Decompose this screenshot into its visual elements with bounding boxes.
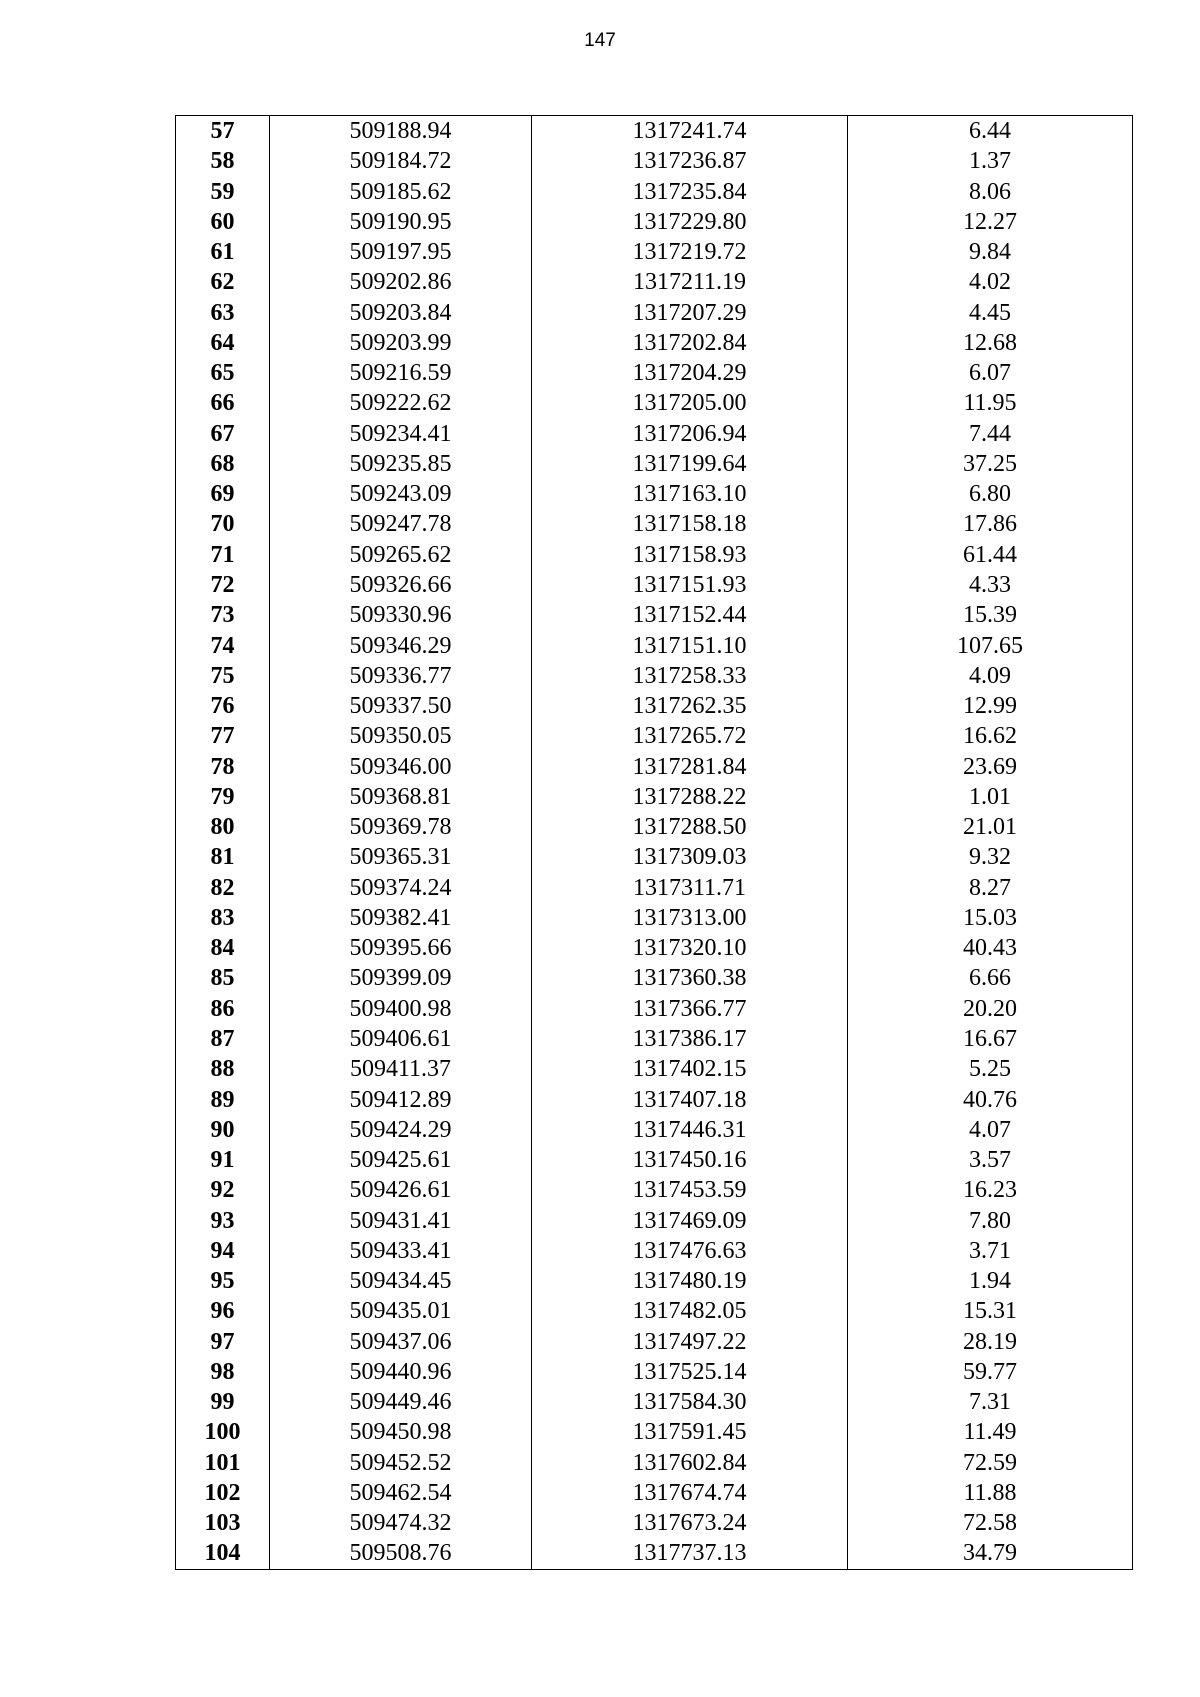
x-coordinate-cell: 509400.98 (270, 994, 532, 1024)
y-coordinate-cell: 1317163.10 (532, 479, 848, 509)
point-number-cell: 68 (210, 450, 235, 477)
y-coordinate-cell: 1317525.14 (532, 1357, 848, 1387)
x-coordinate-cell: 509203.99 (270, 328, 532, 358)
point-number-cell: 58 (210, 148, 235, 175)
x-coordinate-cell: 509412.89 (270, 1085, 532, 1115)
x-coordinate-cell: 509369.78 (270, 812, 532, 842)
table-row (176, 237, 1133, 267)
y-coordinate-cell: 1317205.00 (532, 388, 848, 418)
point-number-cell: 81 (210, 844, 235, 871)
y-coordinate-cell: 1317584.30 (532, 1387, 848, 1417)
distance-cell: 37.25 (848, 449, 1133, 479)
distance-cell: 12.68 (848, 328, 1133, 358)
point-number-cell: 102 (204, 1479, 241, 1506)
point-number-cell: 85 (210, 965, 235, 992)
y-coordinate-cell: 1317241.74 (532, 116, 848, 147)
table-row (176, 298, 1133, 328)
distance-cell: 15.03 (848, 903, 1133, 933)
x-coordinate-cell: 509426.61 (270, 1175, 532, 1205)
table-row (176, 207, 1133, 237)
distance-cell: 17.86 (848, 509, 1133, 539)
x-coordinate-cell: 509368.81 (270, 782, 532, 812)
point-number-cell: 99 (210, 1389, 235, 1416)
y-coordinate-cell: 1317591.45 (532, 1417, 848, 1447)
y-coordinate-cell: 1317229.80 (532, 207, 848, 237)
x-coordinate-cell: 509197.95 (270, 237, 532, 267)
distance-cell: 72.59 (848, 1448, 1133, 1478)
y-coordinate-cell: 1317450.16 (532, 1145, 848, 1175)
x-coordinate-cell: 509350.05 (270, 721, 532, 751)
y-coordinate-cell: 1317262.35 (532, 691, 848, 721)
table-row (176, 1327, 1133, 1357)
y-coordinate-cell: 1317258.33 (532, 661, 848, 691)
y-coordinate-cell: 1317602.84 (532, 1448, 848, 1478)
point-number-cell: 83 (210, 904, 235, 931)
distance-cell: 40.43 (848, 933, 1133, 963)
x-coordinate-cell: 509247.78 (270, 509, 532, 539)
point-number-cell: 74 (210, 632, 235, 659)
table-row (176, 267, 1133, 297)
distance-cell: 15.31 (848, 1296, 1133, 1326)
table-row (176, 1357, 1133, 1387)
point-number-cell: 97 (210, 1328, 235, 1355)
y-coordinate-cell: 1317236.87 (532, 146, 848, 176)
y-coordinate-cell: 1317453.59 (532, 1175, 848, 1205)
distance-cell: 8.27 (848, 873, 1133, 903)
y-coordinate-cell: 1317151.10 (532, 631, 848, 661)
x-coordinate-cell: 509243.09 (270, 479, 532, 509)
point-number-cell: 61 (210, 239, 235, 266)
x-coordinate-cell: 509235.85 (270, 449, 532, 479)
y-coordinate-cell: 1317204.29 (532, 358, 848, 388)
table-row (176, 842, 1133, 872)
x-coordinate-cell: 509216.59 (270, 358, 532, 388)
x-coordinate-cell: 509399.09 (270, 963, 532, 993)
point-number-cell: 73 (210, 602, 235, 629)
distance-cell: 6.07 (848, 358, 1133, 388)
distance-cell: 23.69 (848, 752, 1133, 782)
table-row (176, 600, 1133, 630)
table-row (176, 691, 1133, 721)
table-row (176, 752, 1133, 782)
distance-cell: 11.49 (848, 1417, 1133, 1447)
x-coordinate-cell: 509265.62 (270, 540, 532, 570)
x-coordinate-cell: 509474.32 (270, 1508, 532, 1538)
distance-cell: 3.71 (848, 1236, 1133, 1266)
y-coordinate-cell: 1317265.72 (532, 721, 848, 751)
x-coordinate-cell: 509437.06 (270, 1327, 532, 1357)
y-coordinate-cell: 1317476.63 (532, 1236, 848, 1266)
x-coordinate-cell: 509190.95 (270, 207, 532, 237)
y-coordinate-cell: 1317446.31 (532, 1115, 848, 1145)
table-row (176, 1206, 1133, 1236)
distance-cell: 20.20 (848, 994, 1133, 1024)
coordinates-table (175, 115, 1133, 1570)
point-number-cell: 65 (210, 360, 235, 387)
x-coordinate-cell: 509411.37 (270, 1054, 532, 1084)
x-coordinate-cell: 509374.24 (270, 873, 532, 903)
table-row (176, 479, 1133, 509)
point-number-cell: 98 (210, 1358, 235, 1385)
distance-cell: 7.31 (848, 1387, 1133, 1417)
point-number-cell: 57 (210, 118, 235, 144)
point-number-cell: 95 (210, 1268, 235, 1295)
point-number-cell: 59 (210, 178, 235, 205)
distance-cell: 12.27 (848, 207, 1133, 237)
y-coordinate-cell: 1317674.74 (532, 1478, 848, 1508)
distance-cell: 9.32 (848, 842, 1133, 872)
x-coordinate-cell: 509450.98 (270, 1417, 532, 1447)
table-row (176, 1085, 1133, 1115)
y-coordinate-cell: 1317199.64 (532, 449, 848, 479)
point-number-cell: 88 (210, 1056, 235, 1083)
table-body (176, 116, 1133, 1570)
table-row (176, 1296, 1133, 1326)
table-row (176, 903, 1133, 933)
point-number-cell: 72 (210, 571, 235, 598)
distance-cell: 40.76 (848, 1085, 1133, 1115)
x-coordinate-cell: 509434.45 (270, 1266, 532, 1296)
x-coordinate-cell: 509365.31 (270, 842, 532, 872)
table-row (176, 1508, 1133, 1538)
point-number-cell: 100 (204, 1419, 241, 1446)
table-row (176, 1417, 1133, 1447)
x-coordinate-cell: 509184.72 (270, 146, 532, 176)
x-coordinate-cell: 509431.41 (270, 1206, 532, 1236)
table-row (176, 1145, 1133, 1175)
point-number-cell: 94 (210, 1237, 235, 1264)
point-number-cell: 69 (210, 481, 235, 508)
point-number-cell: 84 (210, 935, 235, 962)
distance-cell: 15.39 (848, 600, 1133, 630)
table-row (176, 1175, 1133, 1205)
distance-cell: 16.62 (848, 721, 1133, 751)
distance-cell: 16.67 (848, 1024, 1133, 1054)
point-number-cell: 82 (210, 874, 235, 901)
distance-cell: 16.23 (848, 1175, 1133, 1205)
distance-cell: 6.80 (848, 479, 1133, 509)
distance-cell: 3.57 (848, 1145, 1133, 1175)
table-row (176, 1054, 1133, 1084)
y-coordinate-cell: 1317211.19 (532, 267, 848, 297)
y-coordinate-cell: 1317219.72 (532, 237, 848, 267)
distance-cell: 21.01 (848, 812, 1133, 842)
table-row (176, 419, 1133, 449)
table-row (176, 812, 1133, 842)
y-coordinate-cell: 1317288.50 (532, 812, 848, 842)
y-coordinate-cell: 1317288.22 (532, 782, 848, 812)
point-number-cell: 92 (210, 1177, 235, 1204)
y-coordinate-cell: 1317206.94 (532, 419, 848, 449)
y-coordinate-cell: 1317158.18 (532, 509, 848, 539)
y-coordinate-cell: 1317311.71 (532, 873, 848, 903)
table-row (176, 1024, 1133, 1054)
point-number-cell: 71 (210, 541, 235, 568)
y-coordinate-cell: 1317673.24 (532, 1508, 848, 1538)
point-number-cell: 63 (210, 299, 235, 326)
y-coordinate-cell: 1317366.77 (532, 994, 848, 1024)
distance-cell: 6.66 (848, 963, 1133, 993)
distance-cell: 1.94 (848, 1266, 1133, 1296)
point-number-cell: 76 (210, 693, 235, 720)
point-number-cell: 93 (210, 1207, 235, 1234)
point-number-cell: 96 (210, 1298, 235, 1325)
table-row (176, 177, 1133, 207)
y-coordinate-cell: 1317309.03 (532, 842, 848, 872)
distance-cell: 4.09 (848, 661, 1133, 691)
x-coordinate-cell: 509346.00 (270, 752, 532, 782)
x-coordinate-cell: 509508.76 (270, 1538, 532, 1569)
x-coordinate-cell: 509449.46 (270, 1387, 532, 1417)
x-coordinate-cell: 509222.62 (270, 388, 532, 418)
x-coordinate-cell: 509406.61 (270, 1024, 532, 1054)
y-coordinate-cell: 1317482.05 (532, 1296, 848, 1326)
x-coordinate-cell: 509382.41 (270, 903, 532, 933)
table-row (176, 1538, 1133, 1569)
distance-cell: 107.65 (848, 631, 1133, 661)
y-coordinate-cell: 1317737.13 (532, 1538, 848, 1569)
table-row (176, 328, 1133, 358)
point-number-cell: 90 (210, 1116, 235, 1143)
table-row (176, 1448, 1133, 1478)
x-coordinate-cell: 509203.84 (270, 298, 532, 328)
table-row (176, 509, 1133, 539)
x-coordinate-cell: 509337.50 (270, 691, 532, 721)
point-number-cell: 66 (210, 390, 235, 417)
distance-cell: 72.58 (848, 1508, 1133, 1538)
x-coordinate-cell: 509336.77 (270, 661, 532, 691)
table-row (176, 146, 1133, 176)
distance-cell: 6.44 (848, 116, 1133, 147)
point-number-cell: 104 (204, 1540, 241, 1567)
point-number-cell: 86 (210, 995, 235, 1022)
distance-cell: 4.02 (848, 267, 1133, 297)
table-row (176, 570, 1133, 600)
x-coordinate-cell: 509440.96 (270, 1357, 532, 1387)
distance-cell: 28.19 (848, 1327, 1133, 1357)
table-row (176, 449, 1133, 479)
table-row (176, 933, 1133, 963)
y-coordinate-cell: 1317360.38 (532, 963, 848, 993)
table-row (176, 1478, 1133, 1508)
distance-cell: 11.95 (848, 388, 1133, 418)
point-number-cell: 60 (210, 208, 235, 235)
x-coordinate-cell: 509330.96 (270, 600, 532, 630)
x-coordinate-cell: 509395.66 (270, 933, 532, 963)
distance-cell: 59.77 (848, 1357, 1133, 1387)
distance-cell: 7.44 (848, 419, 1133, 449)
table-row (176, 1236, 1133, 1266)
distance-cell: 8.06 (848, 177, 1133, 207)
y-coordinate-cell: 1317480.19 (532, 1266, 848, 1296)
point-number-cell: 78 (210, 753, 235, 780)
y-coordinate-cell: 1317281.84 (532, 752, 848, 782)
y-coordinate-cell: 1317235.84 (532, 177, 848, 207)
y-coordinate-cell: 1317152.44 (532, 600, 848, 630)
x-coordinate-cell: 509433.41 (270, 1236, 532, 1266)
table-row (176, 661, 1133, 691)
distance-cell: 4.45 (848, 298, 1133, 328)
point-number-cell: 80 (210, 814, 235, 841)
y-coordinate-cell: 1317402.15 (532, 1054, 848, 1084)
x-coordinate-cell: 509188.94 (270, 116, 532, 147)
y-coordinate-cell: 1317313.00 (532, 903, 848, 933)
point-number-cell: 77 (210, 723, 235, 750)
distance-cell: 4.07 (848, 1115, 1133, 1145)
y-coordinate-cell: 1317320.10 (532, 933, 848, 963)
table-row (176, 540, 1133, 570)
point-number-cell: 101 (204, 1449, 241, 1476)
table-row (176, 1115, 1133, 1145)
y-coordinate-cell: 1317151.93 (532, 570, 848, 600)
table-row (176, 721, 1133, 751)
point-number-cell: 67 (210, 420, 235, 447)
table-row (176, 358, 1133, 388)
table-row (176, 388, 1133, 418)
y-coordinate-cell: 1317469.09 (532, 1206, 848, 1236)
point-number-cell: 89 (210, 1086, 235, 1113)
table-row (176, 1266, 1133, 1296)
y-coordinate-cell: 1317202.84 (532, 328, 848, 358)
point-number-cell: 64 (210, 329, 235, 356)
point-number-cell: 91 (210, 1147, 235, 1174)
distance-cell: 12.99 (848, 691, 1133, 721)
distance-cell: 1.37 (848, 146, 1133, 176)
point-number-cell: 75 (210, 662, 235, 689)
distance-cell: 5.25 (848, 1054, 1133, 1084)
point-number-cell: 70 (210, 511, 235, 538)
page-number: 147 (584, 30, 616, 51)
distance-cell: 9.84 (848, 237, 1133, 267)
y-coordinate-cell: 1317497.22 (532, 1327, 848, 1357)
y-coordinate-cell: 1317207.29 (532, 298, 848, 328)
y-coordinate-cell: 1317407.18 (532, 1085, 848, 1115)
table-row (176, 994, 1133, 1024)
x-coordinate-cell: 509424.29 (270, 1115, 532, 1145)
x-coordinate-cell: 509346.29 (270, 631, 532, 661)
x-coordinate-cell: 509185.62 (270, 177, 532, 207)
distance-cell: 11.88 (848, 1478, 1133, 1508)
y-coordinate-cell: 1317158.93 (532, 540, 848, 570)
point-number-cell: 79 (210, 783, 235, 810)
x-coordinate-cell: 509326.66 (270, 570, 532, 600)
distance-cell: 4.33 (848, 570, 1133, 600)
x-coordinate-cell: 509452.52 (270, 1448, 532, 1478)
table-row (176, 873, 1133, 903)
table-row (176, 116, 1133, 147)
x-coordinate-cell: 509462.54 (270, 1478, 532, 1508)
table-row (176, 631, 1133, 661)
distance-cell: 7.80 (848, 1206, 1133, 1236)
x-coordinate-cell: 509234.41 (270, 419, 532, 449)
x-coordinate-cell: 509202.86 (270, 267, 532, 297)
table-row (176, 963, 1133, 993)
y-coordinate-cell: 1317386.17 (532, 1024, 848, 1054)
table-row (176, 1387, 1133, 1417)
x-coordinate-cell: 509425.61 (270, 1145, 532, 1175)
distance-cell: 34.79 (848, 1538, 1133, 1569)
point-number-cell: 103 (204, 1510, 241, 1537)
point-number-cell: 62 (210, 269, 235, 296)
distance-cell: 61.44 (848, 540, 1133, 570)
point-number-cell: 87 (210, 1025, 235, 1052)
table-row (176, 782, 1133, 812)
distance-cell: 1.01 (848, 782, 1133, 812)
x-coordinate-cell: 509435.01 (270, 1296, 532, 1326)
